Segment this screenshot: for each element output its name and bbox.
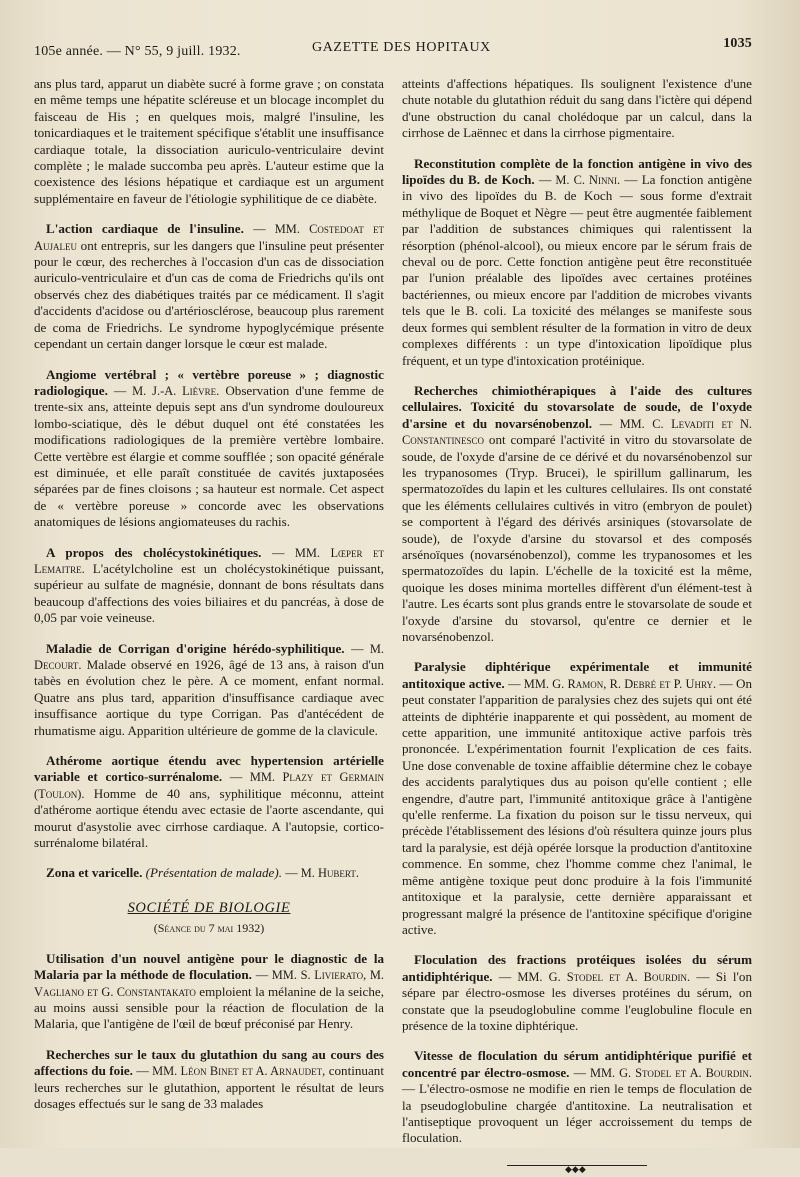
article-koch [402, 156, 752, 369]
article-title: Reconstitution complète de la fonction antigène in vivo des lipoïdes du B. de Koch. [402, 155, 752, 188]
article-text: — L'électro-osmose ne modifie en rien le temps de floculation de la pseudoglobuline chargée d'antitoxine. La neutralisation et l'antiseptique provoquent un léger accroissement du temps de floculation. [402, 1081, 752, 1146]
article-text: Malade observé en 1926, âgé de 13 ans, à raison d'un tabès en évolution chez le père. A ce moment, enfant normal. Quatre ans plus tard, apparition d'insuffisance cardiaque avec insuffisance aortique du type Corrigan. Pas d'antécédent de rhumatisme aigu. Apparition ultérieure de gomme de la clavicule. [34, 657, 384, 738]
right-column [402, 76, 753, 1174]
article-authors: — MM. Lœper et Lemaitre. [34, 545, 384, 576]
article-text: Observation d'une femme de trente-six ans, atteinte depuis sept ans d'un syndrome douloureux lombo-sciatique, dès le début duquel ont été constatées les modifications radiologiques de la première vertèbre lombaire. Cette vertèbre est élargie et comme soufflée ; son opacité générale est diminuée, et elle paraît constituée de cavités juxtaposées séparées par de fines cloisons ; sa hauteur est normale. Cet aspect de « vertèbre poreuse » concorde avec les observations anatomiques de lésions angiomateuses du rachis. [34, 382, 384, 530]
left-column [34, 76, 384, 1126]
article-authors: — MM. Léon Binet et A. Arnaudet, [136, 1064, 326, 1079]
article-text: — Si l'on sépare par électro-osmose les diverses protéines du sérum, on constate que la pseudoglobuline comme l'euglobuline flocule en présence de la toxine diphtérique. [402, 968, 753, 1033]
article-floculation [402, 952, 752, 1034]
continued-paragraph: atteints d'affections hépatiques. Ils soulignent l'existence d'une chute notable du glutathion réduit du sang dans l'ictère qui dépend d'une obstruction du canal cholédoque par un calcul, dans la cirrhose de Laënnec et dans la cirrhose pigmentaire. [402, 76, 752, 141]
article-malaria [34, 951, 384, 1033]
article-glutathion [34, 1047, 384, 1113]
article-title: L'action cardiaque de l'insuline. [46, 221, 244, 237]
article-authors: — M. Hubert. [285, 866, 359, 881]
article-authors: — M. Decourt. [34, 641, 384, 672]
session-date: (Séance du 7 mai 1932) [153, 921, 265, 936]
article-insuline [34, 221, 384, 352]
article-text: — On peut constater l'apparition de paralysies chez des sujets qui ont été atteints de diphtérie inapparente et qui possèdent, au moment de cette apparition, une immunité antitoxique active parfois très prononcée. L'expérimentation fournit l'explication de ces faits. Une dose convenable de toxine affaiblie détermine chez le cobaye des accidents paralytiques dus au poison qu'elle contient ; elle engendre, d'autre part, l'immunité antitoxique grâce à l'antigène qu'elle renferme. La fixation du poison sur le tissu nerveux, qui précède l'établissement des lésions d'où résultera quinze jours plus tard la paralysie, est déjà opérée lorsque la production d'antitoxine commence. En somme, chez l'homme comme chez l'animal, le même antigène toxique peut donc produire à la fois l'immunité antitoxique et la paralysie, cette dernière apparaissant et progressant malgré la présence de l'antitoxine spécifique d'origine active. [402, 675, 753, 937]
article-title: Recherches sur le taux du glutathion du sang au cours des affections du foie. [34, 1046, 384, 1079]
article-authors: — MM. G. Stodel et A. Bourdin. [573, 1065, 752, 1080]
article-text: emploient la mélanine de la seiche, au moins aussi sensible pour la réaction de floculation de la Malaria, que l'antigène de l'œil de bœuf préconisé par Henry. [34, 983, 384, 1032]
continued-paragraph: ans plus tard, apparut un diabète sucré à forme grave ; on constata en même temps une hépatite scléreuse et un blocage incomplet du faisceau de His ; en quelques mois, malgré l'insuline, les tonicardiaques et le traitement spécifique s'établit une insuffisance cardiaque totale, la dissociation auriculo-ventriculaire devint complète ; le malade succomba peu après. L'auteur estime que la coexistence des lésions hépatique et cardiaque est un argument supplémentaire en faveur de l'étiologie syphilitique de ce diabète. [34, 76, 384, 206]
article-chimiotherapie [402, 383, 752, 646]
article-title: Vitesse de floculation du sérum antidiphtérique purifié et concentré par électro-osmose. [402, 1048, 752, 1080]
article-text: ont comparé l'activité in vitro du stovarsolate de soude, de l'oxyde d'arsine de ce dérivé et du novarsénobenzol sur les trypanosomes (Tryp. Brucei), le spirillum gallinarum, les spermatozoïdes du lapin et les cultures cellulaires. Ils ont constaté que les éléments cellulaires cultivés in vitro (embryon de poulet) se comportent à l'égard des dérivés arsiniques (stovarsolate de soude), de l'oxyde d'arsine du stovarsol et des composés arsénoïques (novarsénobenzol), comme les trypanosomes et les spermatozoïdes du lapin. L'échelle de la toxicité est la même, quoique les doses minima mortelles diffèrent d'un élément-test à l'autre. Les écarts sont plus grands entre le stovarsolate de soude et l'oxyde d'arsine du stovarsol, qu'entre ce dernier et le novarsénobenzol. [402, 432, 752, 644]
article-authors: — MM. S. Livierato, M. Vagliano et G. Constantakato [34, 968, 385, 999]
section-heading: SOCIÉTÉ DE BIOLOGIE [127, 899, 291, 916]
article-text: L'acétylcholine est un cholécystokinétique puissant, supérieur au sulfate de magnésie, donnant de bons résultats dans beaucoup d'affections des voies biliaires et du pancréas, à dose de 0,05 par voie veineuse. [34, 560, 384, 626]
article-text: ont entrepris, sur les dangers que l'insuline peut présenter pour le cœur, des recherches à l'occasion d'un cas de dissociation auriculo-ventriculaire et d'un cas de coma de Friedrichs qu'ils ont observés chez des diabétiques traités par ce médicament. Il s'agit d'accidents d'acidose ou d'artériosclérose, beaucoup plus rarement de coma de Friedrichs. Le syndrome hypoglycémique présente cependant un certain danger lorsque le cœur est malade. [34, 237, 384, 352]
article-corrigan [34, 641, 384, 739]
article-title: Paralysie diphtérique expérimentale et immunité antitoxique active. [402, 659, 752, 691]
article-title: Angiome vertébral ; « vertèbre poreuse » ; diagnostic radiologique. [34, 366, 384, 398]
article-text: — La fonction antigène in vivo des lipoïdes du B. de Koch — sous forme d'extrait méthylique de Boquet et Nègre — peut être augmentée faiblement par l'addition de substances chimiques qui ralentissent la résorption (phénol-alcool), ou mieux encore par le sérum frais de cheval ou de porc. Cette fonction antigène peut être reconstituée par l'union préalable des lipoïdes avec certaines protéines bactériennes, ou mieux encore par l'addition de microbes vivants tels que le B. coli. La toxicité des mélanges se manifeste sous deux formes qui semblent résulter de la formation in vitro de deux complexes différents : un type d'intoxication lipoïdique plus fréquent, et un type d'intoxication protéinique. [402, 172, 752, 368]
end-ornament: ◆◆◆ [507, 1161, 647, 1171]
article-text: Homme de 40 ans, syphilitique méconnu, atteint d'athérome aortique étendu avec ectasie de l'aorte ascendante, qui mourut d'asystolie avec cirrhose cardiaque. A l'autopsie, cortico-surrénalome bilatéral. [34, 785, 384, 851]
article-authors: — MM. Costedoat et Aujaleu [34, 222, 384, 253]
article-authors: — MM. G. Ramon, R. Debré et P. Uhry. [508, 676, 717, 691]
page-number: 1035 [723, 36, 752, 51]
page-header [34, 36, 752, 58]
article-paralysie [402, 659, 752, 938]
article-title: Athérome aortique étendu avec hypertension artérielle variable et cortico-surrénalome. [34, 753, 384, 785]
article-angiome [34, 367, 384, 531]
article-title: Utilisation d'un nouvel antigène pour le diagnostic de la Malaria par la méthode de floculation. [34, 950, 384, 983]
article-vitesse [402, 1048, 752, 1146]
article-title: Maladie de Corrigan d'origine hérédo-syphilitique. [46, 640, 345, 656]
article-title: Recherches chimiothérapiques à l'aide des cultures cellulaires. Toxicité du stovarsolate de soude, de l'oxyde d'arsine et du novarsénobenzol. [402, 382, 752, 431]
article-zona [34, 865, 384, 881]
article-cholecystokinetiques [34, 545, 384, 627]
issue-line: 105e année. — N° 55, 9 juill. 1932. [34, 44, 241, 59]
article-authors: — MM. C. Levaditi et N. Constantinesco [402, 416, 753, 448]
article-authors: — MM. Plazy et Germain (Toulon). [34, 770, 384, 801]
article-title: Floculation des fractions protéiques isolées du sérum antidiphtérique. [402, 952, 752, 984]
article-authors: — M. C. Ninni. [538, 173, 621, 188]
article-authors: — MM. G. Stodel et A. Bourdin. [498, 969, 691, 984]
article-title: Zona et varicelle. [46, 865, 143, 881]
journal-title: GAZETTE DES HOPITAUX [312, 40, 491, 55]
article-atherome [34, 753, 384, 851]
article-title: A propos des cholécystokinétiques. [46, 544, 262, 560]
article-text: continuant leurs recherches sur le glutathion, apportent le résultat de leurs dosages effectués sur le sang de 33 malades [34, 1063, 384, 1111]
article-authors: — M. J.-A. Lièvre. [113, 383, 220, 398]
article-note: (Présentation de malade). [145, 865, 282, 881]
